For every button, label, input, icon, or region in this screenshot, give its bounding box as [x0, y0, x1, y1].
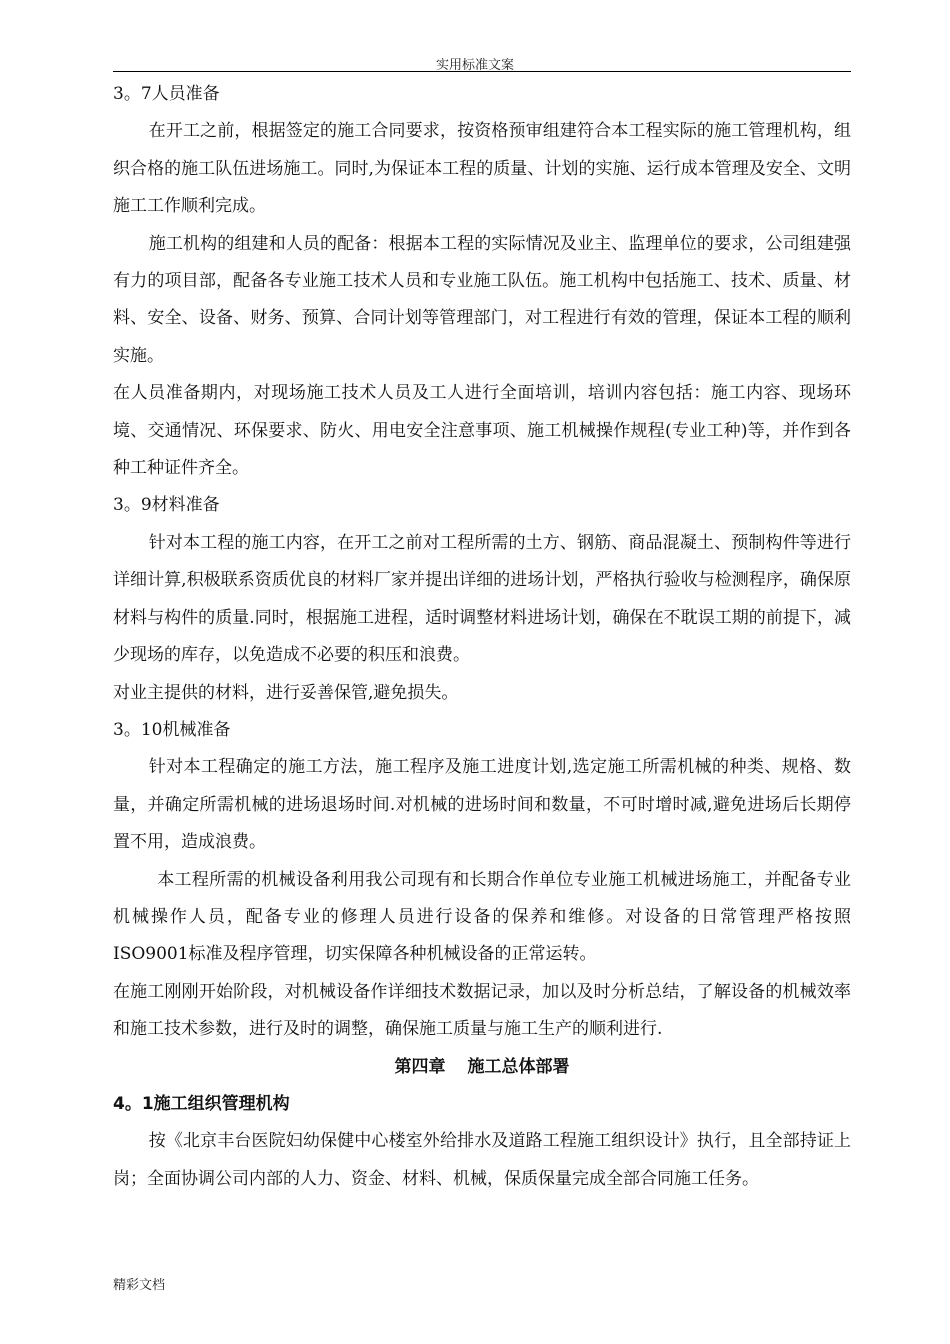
- section-4-1-title: 4。1施工组织管理机构: [113, 1093, 290, 1114]
- section-3-7-paragraph-2: 施工机构的组建和人员的配备：根据本工程的实际情况及业主、监理单位的要求，公司组建强有力的项目部，配备各专业施工技术人员和专业施工队伍。施工机构中包括施工、技术、质量、材料、安全、设备、财务、预算、合同计划等管理部门，对工程进行有效的管理，保证本工程的顺利实施。: [113, 233, 851, 366]
- section-3-10-paragraph-3: 在施工刚刚开始阶段，对机械设备作详细技术数据记录，加以及时分析总结，了解设备的机械效率和施工技术参数，进行及时的调整，确保施工质量与施工生产的顺利进行.: [113, 981, 851, 1040]
- section-3-9-paragraph-2: 对业主提供的材料，进行妥善保管,避免损失。: [113, 682, 459, 703]
- section-3-7-paragraph-3: 在人员准备期内，对现场施工技术人员及工人进行全面培训，培训内容包括：施工内容、现场环境、交通情况、环保要求、防火、用电安全注意事项、施工机械操作规程(专业工种)等，并作到各种工种证件齐全。: [113, 383, 851, 479]
- section-4-1-paragraph-1: 按《北京丰台医院妇幼保健中心楼室外给排水及道路工程施工组织设计》执行，且全部持证上岗；全面协调公司内部的人力、资金、材料、机械，保质保量完成全部合同施工任务。: [113, 1131, 851, 1189]
- chapter-title: 施工总体部署: [467, 1056, 570, 1077]
- section-3-9-title: 3。9材料准备: [113, 495, 220, 516]
- document-body: [113, 76, 851, 1198]
- page-footer: 精彩文档: [113, 1278, 166, 1293]
- chapter-heading: [113, 1049, 851, 1086]
- chapter-number: 第四章: [394, 1056, 446, 1077]
- section-3-7-title: 3。7人员准备: [113, 84, 220, 104]
- section-3-7-paragraph-1: 在开工之前，根据签定的施工合同要求，按资格预审组建符合本工程实际的施工管理机构，组织合格的施工队伍进场施工。同时,为保证本工程的质量、计划的实施、运行成本管理及安全、文明施工工作顺利完成。: [113, 121, 851, 217]
- section-3-10-paragraph-1: 针对本工程确定的施工方法，施工程序及施工进度计划,选定施工所需机械的种类、规格、数量，并确定所需机械的进场退场时间.对机械的进场时间和数量，不可时增时减,避免进场后长期停置不用，造成浪费。: [113, 757, 851, 853]
- page-header: 实用标准文案: [435, 58, 514, 73]
- section-3-10-title: 3。10机械准备: [113, 719, 231, 740]
- header-divider: [113, 71, 851, 72]
- section-3-10-paragraph-2: 本工程所需的机械设备利用我公司现有和长期合作单位专业施工机械进场施工，并配备专业机械操作人员，配备专业的修理人员进行设备的保养和维修。对设备的日常管理严格按照ISO9001标准及程序管理，切实保障各种机械设备的正常运转。: [113, 869, 851, 965]
- section-3-9-paragraph-1: 针对本工程的施工内容，在开工之前对工程所需的土方、钢筋、商品混凝土、预制构件等进行详细计算,积极联系资质优良的材料厂家并提出详细的进场计划，严格执行验收与检测程序，确保原材料与构件的质量.同时，根据施工进程，适时调整材料进场计划，确保在不耽误工期的前提下，减少现场的库存，以免造成不必要的积压和浪费。: [113, 532, 851, 666]
